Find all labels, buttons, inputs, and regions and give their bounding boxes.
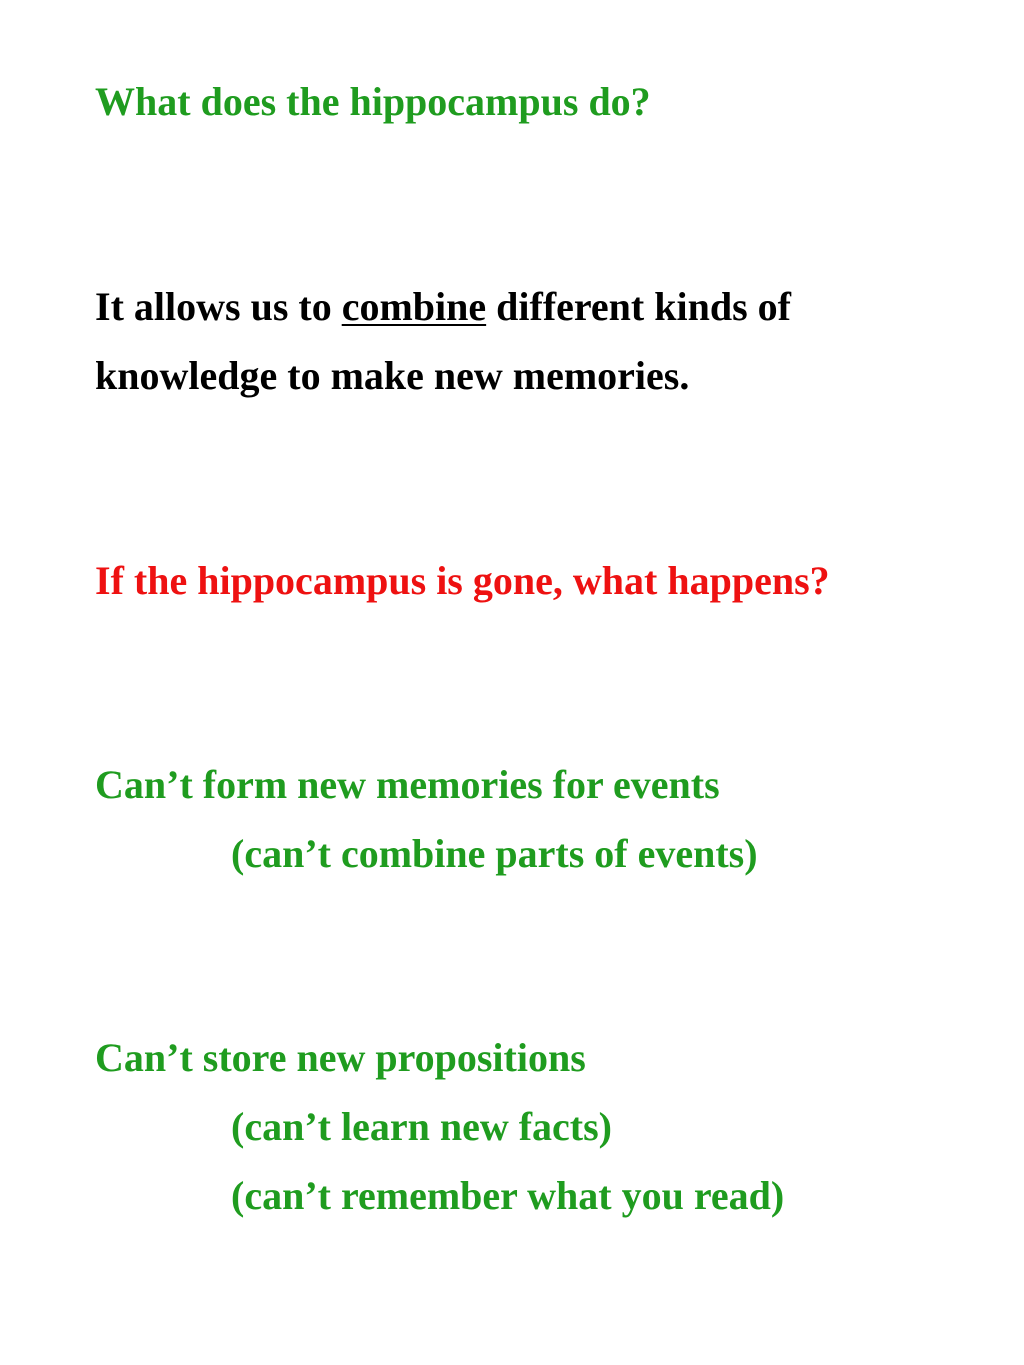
answer-text-after: different kinds of xyxy=(486,284,791,329)
consequence-events-detail: (can’t combine parts of events) xyxy=(231,831,758,876)
question-hippocampus-function: What does the hippocampus do? xyxy=(95,79,651,124)
consequence-propositions-detail-2: (can’t remember what you read) xyxy=(231,1173,785,1218)
question-hippocampus-gone: If the hippocampus is gone, what happens? xyxy=(95,558,830,603)
consequence-events: Can’t form new memories for events xyxy=(95,762,720,807)
emphasis-combine: combine xyxy=(341,284,487,329)
consequence-propositions-detail-1: (can’t learn new facts) xyxy=(231,1104,612,1149)
consequence-propositions: Can’t store new propositions xyxy=(95,1035,586,1080)
answer-text-before: It allows us to xyxy=(95,284,342,329)
answer-line-1 xyxy=(95,284,791,329)
answer-line-2: knowledge to make new memories. xyxy=(95,353,690,398)
